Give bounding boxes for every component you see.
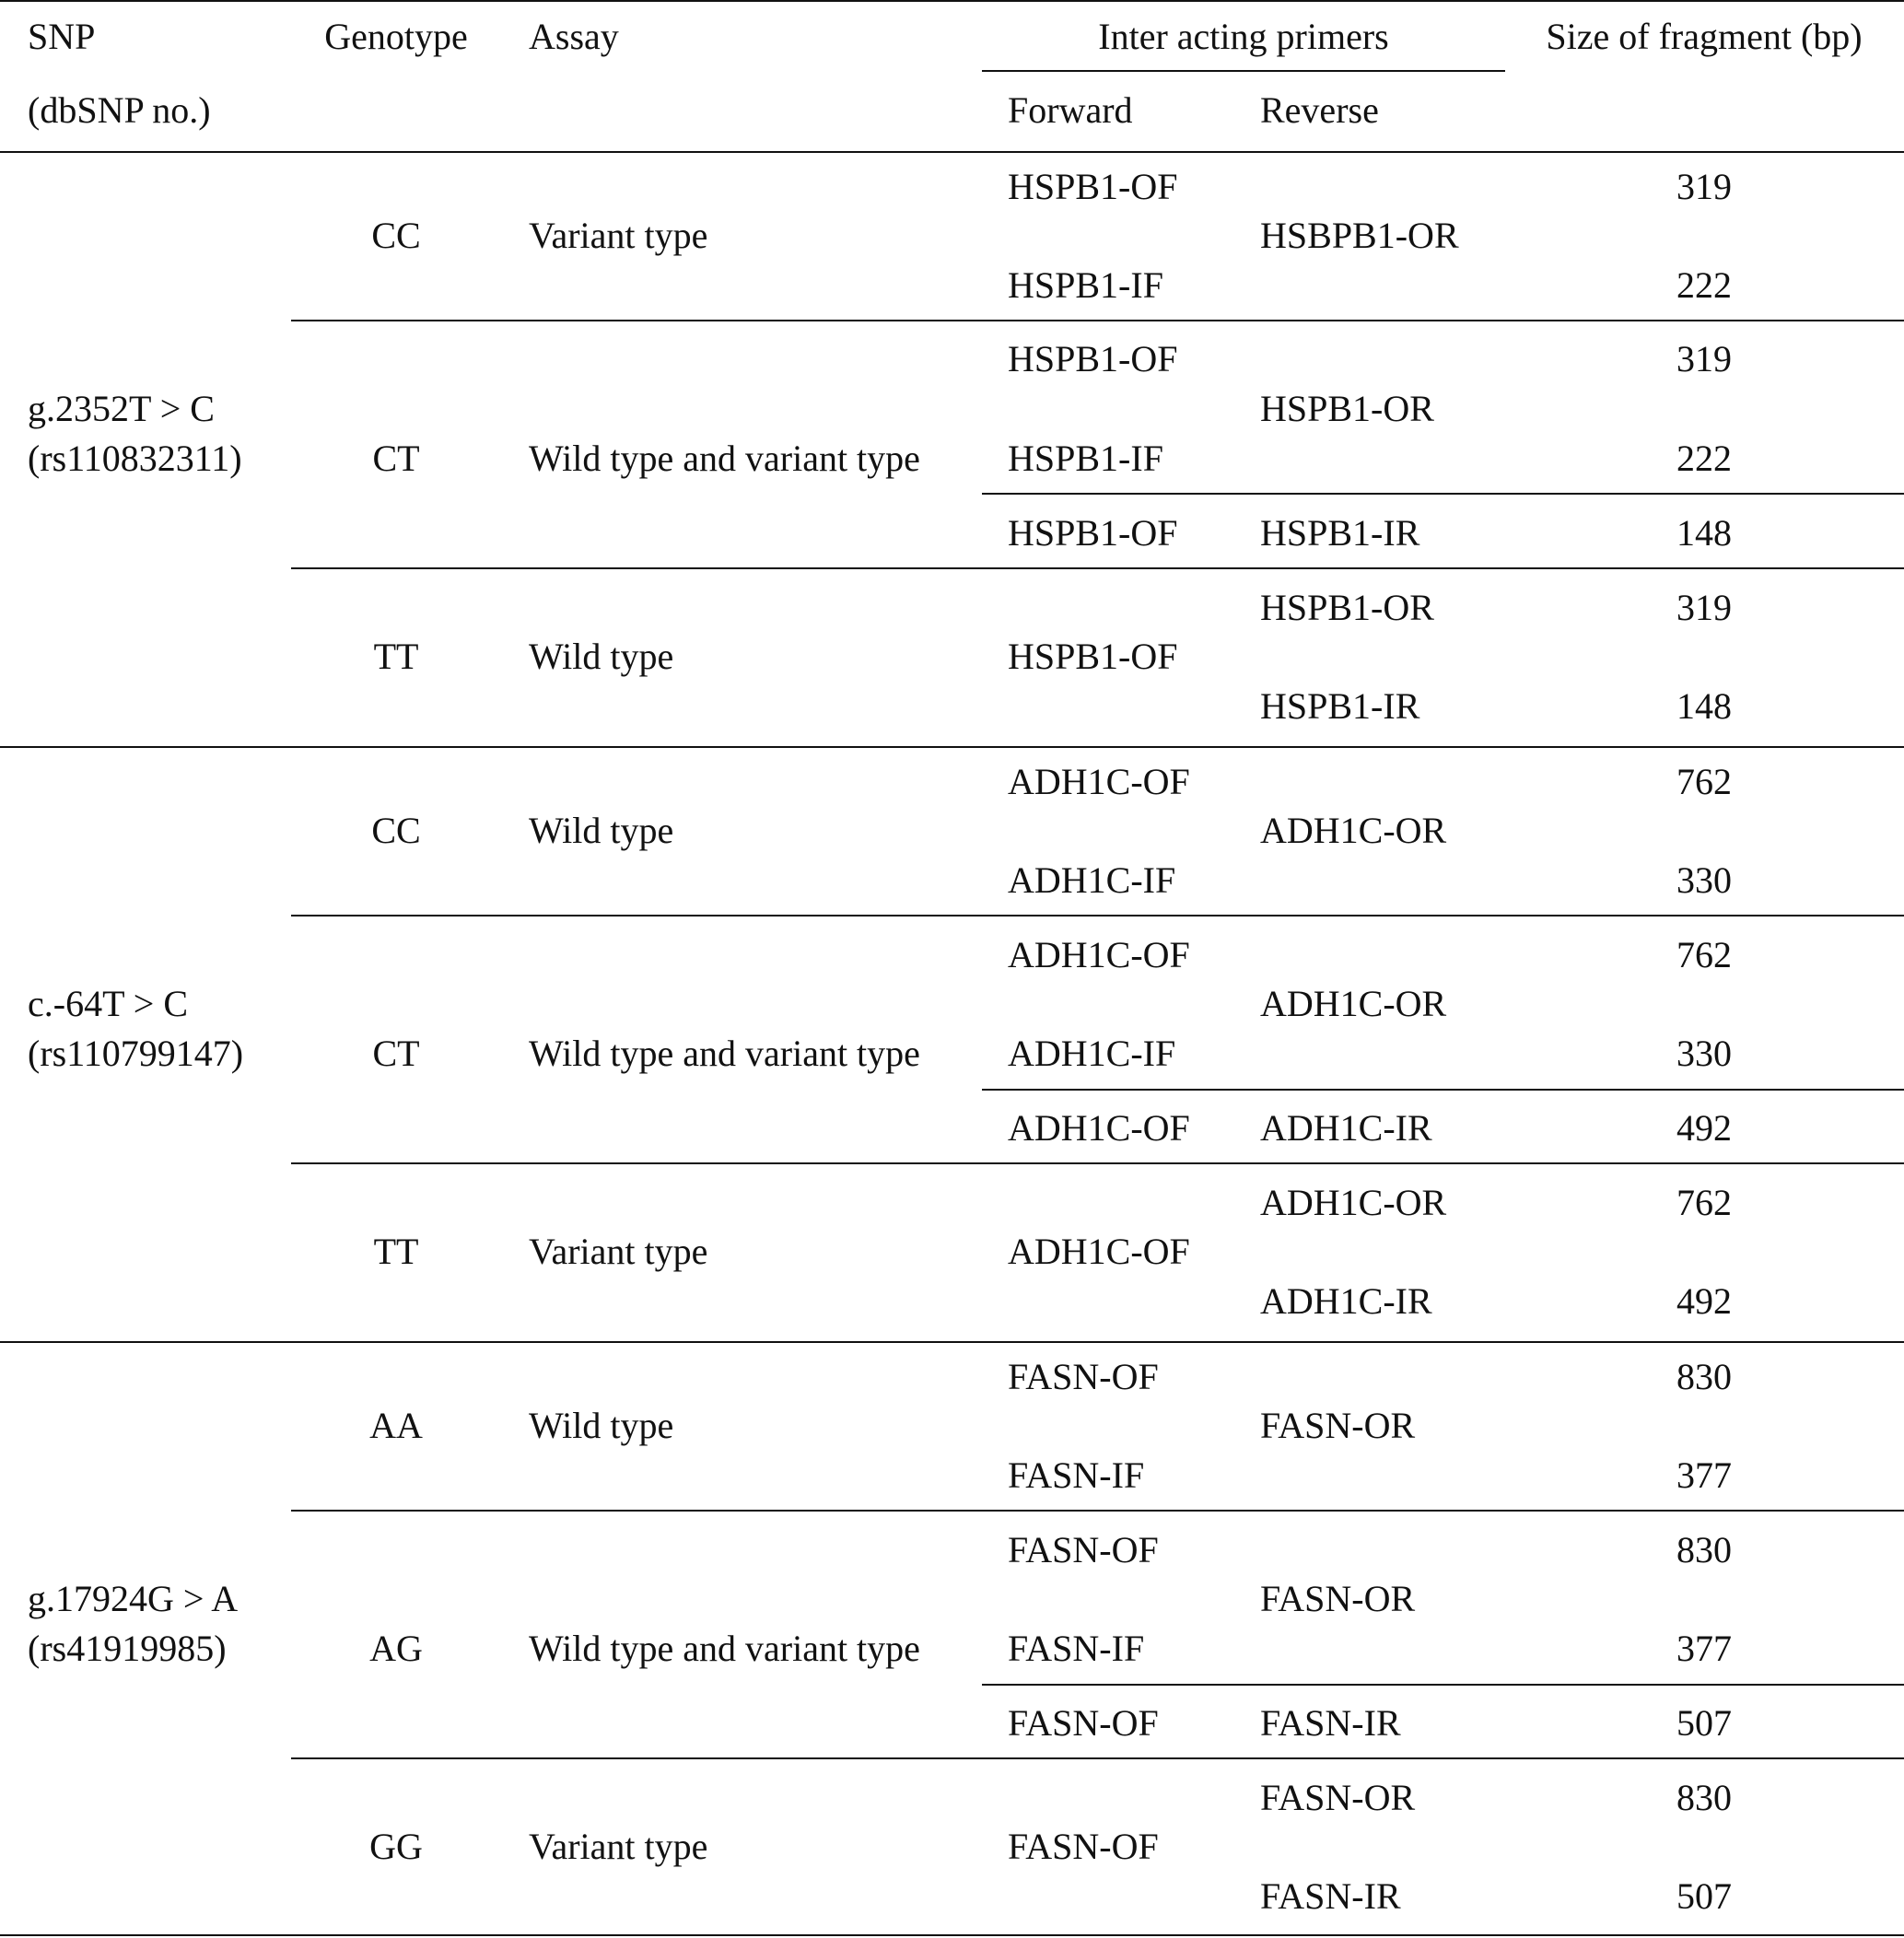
header-primers: Inter acting primers [1098, 16, 1389, 57]
reverse-primer: HSBPB1-OR [1260, 215, 1459, 256]
forward-primer: HSPB1-OF [1008, 338, 1178, 379]
assay: Wild type and variant type [529, 1628, 920, 1669]
assay: Wild type and variant type [529, 1033, 920, 1074]
reverse-primer: FASN-IR [1260, 1875, 1401, 1917]
sub-row-divider [982, 1089, 1904, 1091]
genotype: TT [373, 1231, 419, 1272]
fragment-size: 507 [1676, 1702, 1732, 1744]
forward-primer: ADH1C-IF [1008, 859, 1176, 901]
reverse-primer: ADH1C-IR [1260, 1280, 1432, 1322]
fragment-size: 762 [1676, 1182, 1732, 1223]
genotype: CT [372, 438, 420, 479]
snp-name: g.17924G > A [28, 1578, 239, 1619]
forward-primer: FASN-OF [1008, 1702, 1159, 1744]
reverse-primer: FASN-OR [1260, 1777, 1416, 1818]
table-top-rule [0, 0, 1904, 2]
header-snp: SNP [28, 16, 96, 57]
fragment-size: 377 [1676, 1454, 1732, 1496]
genotype: GG [369, 1826, 423, 1867]
row-divider [291, 567, 1904, 569]
forward-primer: HSPB1-OF [1008, 166, 1178, 207]
reverse-primer: HSPB1-OR [1260, 587, 1434, 628]
row-divider [291, 1510, 1904, 1512]
reverse-primer: FASN-OR [1260, 1405, 1416, 1446]
forward-primer: FASN-OF [1008, 1356, 1159, 1397]
forward-primer: FASN-IF [1008, 1628, 1145, 1669]
genotype: AG [369, 1628, 423, 1669]
header-assay: Assay [529, 16, 619, 57]
reverse-primer: ADH1C-IR [1260, 1107, 1432, 1149]
header-dbsnp: (dbSNP no.) [28, 89, 211, 131]
sub-row-divider [982, 1684, 1904, 1686]
reverse-primer: ADH1C-OR [1260, 810, 1447, 851]
fragment-size: 830 [1676, 1529, 1732, 1570]
header-bottom-rule [0, 151, 1904, 153]
assay: Wild type [529, 1405, 674, 1446]
header-genotype: Genotype [324, 16, 468, 57]
assay: Wild type [529, 810, 674, 851]
fragment-size: 377 [1676, 1628, 1732, 1669]
forward-primer: FASN-IF [1008, 1454, 1145, 1496]
fragment-size: 492 [1676, 1280, 1732, 1322]
header-forward: Forward [1008, 89, 1133, 131]
assay: Variant type [529, 1231, 708, 1272]
fragment-size: 330 [1676, 1033, 1732, 1074]
forward-primer: HSPB1-IF [1008, 264, 1163, 306]
reverse-primer: ADH1C-OR [1260, 983, 1447, 1024]
fragment-size: 762 [1676, 934, 1732, 975]
reverse-primer: HSPB1-OR [1260, 388, 1434, 429]
genotype: CC [371, 810, 421, 851]
genotype: TT [373, 636, 419, 677]
fragment-size: 830 [1676, 1356, 1732, 1397]
reverse-primer: FASN-IR [1260, 1702, 1401, 1744]
forward-primer: ADH1C-IF [1008, 1033, 1176, 1074]
fragment-size: 507 [1676, 1875, 1732, 1917]
fragment-size: 148 [1676, 512, 1732, 554]
table-bottom-rule [0, 1934, 1904, 1936]
forward-primer: ADH1C-OF [1008, 761, 1190, 802]
fragment-size: 492 [1676, 1107, 1732, 1149]
fragment-size: 319 [1676, 587, 1732, 628]
row-divider [291, 915, 1904, 916]
snp-name: c.-64T > C [28, 983, 189, 1024]
forward-primer: FASN-OF [1008, 1529, 1159, 1570]
header-reverse: Reverse [1260, 89, 1379, 131]
genotype: CC [371, 215, 421, 256]
forward-primer: ADH1C-OF [1008, 1231, 1190, 1272]
header-size: Size of fragment (bp) [1546, 16, 1863, 57]
fragment-size: 148 [1676, 685, 1732, 727]
snp-dbsnp: (rs41919985) [28, 1628, 227, 1669]
fragment-size: 319 [1676, 166, 1732, 207]
fragment-size: 762 [1676, 761, 1732, 802]
primers-header-rule [982, 70, 1505, 72]
fragment-size: 830 [1676, 1777, 1732, 1818]
group-divider [0, 746, 1904, 748]
sub-row-divider [982, 493, 1904, 495]
forward-primer: FASN-OF [1008, 1826, 1159, 1867]
reverse-primer: FASN-OR [1260, 1578, 1416, 1619]
snp-name: g.2352T > C [28, 388, 215, 429]
fragment-size: 222 [1676, 264, 1732, 306]
forward-primer: HSPB1-OF [1008, 512, 1178, 554]
snp-dbsnp: (rs110799147) [28, 1033, 244, 1074]
forward-primer: HSPB1-OF [1008, 636, 1178, 677]
genotype: CT [372, 1033, 420, 1074]
assay: Variant type [529, 215, 708, 256]
fragment-size: 319 [1676, 338, 1732, 379]
assay: Wild type and variant type [529, 438, 920, 479]
forward-primer: HSPB1-IF [1008, 438, 1163, 479]
forward-primer: ADH1C-OF [1008, 1107, 1190, 1149]
row-divider [291, 1162, 1904, 1164]
row-divider [291, 1757, 1904, 1759]
reverse-primer: HSPB1-IR [1260, 685, 1420, 727]
assay: Variant type [529, 1826, 708, 1867]
reverse-primer: HSPB1-IR [1260, 512, 1420, 554]
fragment-size: 330 [1676, 859, 1732, 901]
row-divider [291, 320, 1904, 321]
assay: Wild type [529, 636, 674, 677]
reverse-primer: ADH1C-OR [1260, 1182, 1447, 1223]
snp-dbsnp: (rs110832311) [28, 438, 242, 479]
group-divider [0, 1341, 1904, 1343]
forward-primer: ADH1C-OF [1008, 934, 1190, 975]
fragment-size: 222 [1676, 438, 1732, 479]
genotype: AA [369, 1405, 423, 1446]
